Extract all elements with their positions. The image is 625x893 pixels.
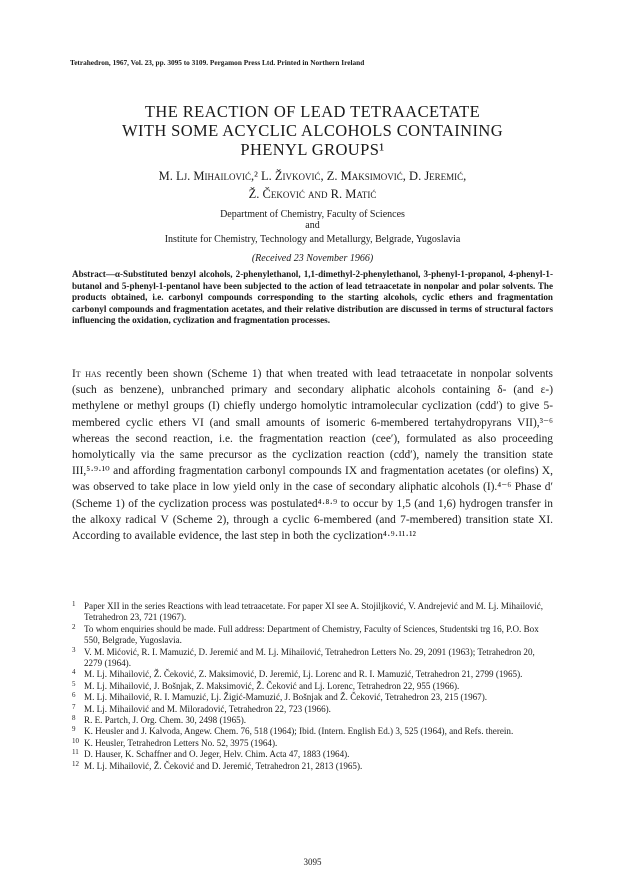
footnote: [72, 669, 553, 680]
title-line-2: WITH SOME ACYCLIC ALCOHOLS CONTAINING: [121, 121, 504, 140]
body-lead-in: It has: [72, 368, 102, 380]
footnote: [72, 726, 553, 737]
footnote-mark: 4: [72, 668, 76, 677]
authors-line-2: Ž. Čeković and R. Matić: [248, 187, 377, 201]
footnote: [72, 692, 553, 703]
footnote-text: M. Lj. Mihailović, Ž. Čeković, Z. Maksimović, D. Jeremić, Lj. Lorenc and R. I. Mamuzić, Tetrahedron 21, 2799 (1965).: [84, 669, 523, 680]
footnote-mark: 9: [72, 725, 76, 734]
footnote-text: M. Lj. Mihailović and M. Miloradović, Tetrahedron 22, 723 (1966).: [84, 703, 331, 714]
title-line-3: PHENYL GROUPS¹: [240, 140, 385, 159]
footnote-mark: 3: [72, 645, 76, 654]
affiliation-institute: Institute for Chemistry, Technology and Metallurgy, Belgrade, Yugoslavia: [164, 234, 461, 245]
body-text: recently been shown (Scheme 1) that when treated with lead tetraacetate in nonpolar solvents (such as benzene), unbranched primary and secondary aliphatic alcohols containing δ- (and ε-) methylene or methyl groups (I) chiefly undergo homolytic intramolecular cyclization (cdd′) to give 5-membered cyclic ethers VI (and small amounts of isomeric 6-membered tertahydropyrans VII),³⁻⁶ whereas the second reaction, i.e. the fragmentation reaction (cee′), formulated as also proceeding homolytically via the same precursor as the cyclization reaction (cdd′), namely the transition state III,⁵·⁹·¹⁰ and affording fragmentation carbonyl compounds IX and fragmentation acetates (or olefins) X, was observed to take place in low yield only in the case of secondary aliphatic alcohols (I).⁴⁻⁶ Phase d′ (Scheme 1) of the cyclization process was postulated⁴·⁸·⁹ to occur by 1,5 (and 1,6) hydrogen transfer in the alkoxy radical V (Scheme 2), through a cyclic 6-membered (and 7-membered) transition state XI. According to available evidence, the last step in both the cyclization⁴·⁹·¹¹·¹²: [72, 368, 553, 543]
footnote: [72, 738, 553, 749]
footnote-text: D. Hauser, K. Schaffner and O. Jeger, Helv. Chim. Acta 47, 1883 (1964).: [84, 749, 350, 760]
footnote-mark: 5: [72, 679, 76, 688]
footnote: [72, 624, 553, 647]
footnote-mark: 7: [72, 702, 76, 711]
footnote: [72, 761, 553, 772]
footnote: [72, 647, 553, 670]
footnote-text: Paper XII in the series Reactions with lead tetraacetate. For paper XI see A. Stojiljković, V. Andrejević and M. Lj. Mihailović, Tetrahedron 23, 721 (1967).: [84, 601, 544, 623]
affiliation-department: Department of Chemistry, Faculty of Sciences: [220, 209, 405, 220]
footnote-mark: 1: [72, 600, 76, 608]
footnote-text: M. Lj. Mihailović, Ž. Čeković and D. Jeremić, Tetrahedron 21, 2813 (1965).: [84, 760, 363, 771]
footnote-text: M. Lj. Mihailović, J. Bošnjak, Z. Maksimović, Ž. Čeković and Lj. Lorenc, Tetrahedron 22, 955 (1966).: [84, 680, 460, 691]
journal-citation-line: Tetrahedron, 1967, Vol. 23, pp. 3095 to 3109. Pergamon Press Ltd. Printed in Northern Ireland: [70, 58, 365, 67]
footnote-mark: 8: [72, 714, 76, 723]
footnote-text: M. Lj. Mihailović, R. I. Mamuzić, Lj. Žigić-Mamuzić, J. Bošnjak and Ž. Čeković, Tetrahedron 23, 215 (1967).: [84, 692, 488, 703]
footnote-mark: 2: [72, 622, 76, 631]
footnote-mark: 11: [72, 748, 79, 757]
footnote-text: K. Heusler and J. Kalvoda, Angew. Chem. 76, 518 (1964); Ibid. (Intern. English Ed.) 3, 525 (1964), and Refs. therein.: [84, 726, 514, 737]
footnote: [72, 704, 553, 715]
affiliation-and: and: [305, 220, 320, 231]
footnote: [72, 601, 553, 624]
footnote-text: V. M. Mićović, R. I. Mamuzić, D. Jeremić and M. Lj. Mihailović, Tetrahedron Letters No. 29, 2091 (1963); Tetrahedron 20, 2279 (1964).: [84, 646, 535, 669]
footnote-mark: 6: [72, 691, 76, 700]
page-number: 3095: [303, 857, 322, 867]
footnote-text: To whom enquiries should be made. Full address: Department of Chemistry, Faculty of Sciences, Studentski trg 16, P.O. Box 550, Belgrade, Yugoslavia.: [84, 623, 539, 646]
footnote-text: R. E. Partch, J. Org. Chem. 30, 2498 (1965).: [84, 715, 246, 726]
abstract: Abstract—α-Substituted benzyl alcohols, 2-phenylethanol, 1,1-dimethyl-2-phenylethanol, 3-phenyl-1-propanol, 4-phenyl-1-butanol and 5-phenyl-1-pentanol have been subjected to the action of lead tetraacetate in nonpolar and polar solvents. The products obtained, i.e. carbonyl compounds corresponding to the starting alcohols, cyclic ethers and fragmentation carbonyl compounds and fragmentation acetates, and their relative distribution are discussed in terms of structural factors influencing the oxidation, cyclization and fragmentation processes.: [72, 269, 553, 326]
title-line-1: THE REACTION OF LEAD TETRAACETATE: [144, 102, 481, 121]
footnote: [72, 749, 553, 760]
body-paragraph: [72, 366, 553, 544]
footnote-mark: 10: [72, 736, 79, 745]
footnote-mark: 12: [72, 759, 79, 768]
footnote: [72, 681, 553, 692]
footnote: [72, 715, 553, 726]
footnotes-list: [72, 601, 553, 772]
footnote-text: K. Heusler, Tetrahedron Letters No. 52, 3975 (1964).: [84, 737, 278, 748]
authors-line-1: M. Lj. Mihailović,² L. Živković, Z. Maksimović, D. Jeremić,: [158, 169, 467, 183]
received-date: (Received 23 November 1966): [251, 253, 374, 264]
